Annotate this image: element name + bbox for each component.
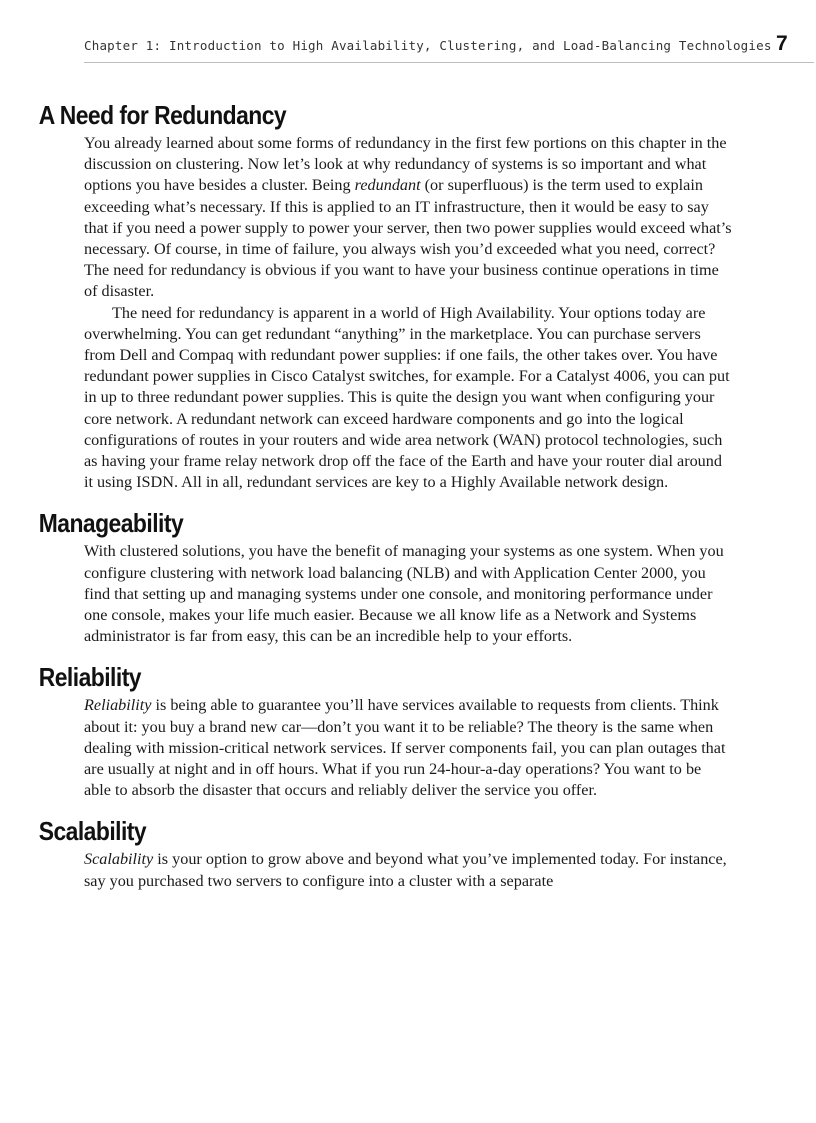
- italic-term: Reliability: [84, 696, 152, 715]
- paragraph: [0, 695, 732, 801]
- paragraph-text: You already learned about some forms of redundancy in the first few portions on this chapter in the discussion on clustering. Now let’s look at why redundancy of systems is so important and what options you have besides a cluster. Being: [84, 134, 727, 195]
- italic-term: redundant: [354, 176, 421, 195]
- section-heading: Reliability: [38, 662, 141, 693]
- paragraph-text: is your option to grow above and beyond what you’ve implemented today. For instance, say you purchased two servers to configure into a cluster with a separate: [84, 850, 727, 890]
- section-heading: Scalability: [38, 816, 147, 847]
- paragraph: With clustered solutions, you have the benefit of managing your systems as one system. When you configure clustering with network load balancing (NLB) and with Application Center 2000, you find that setting up and managing systems under one console, and monitoring performance under one console, makes your life much easier. Because we all know life as a Network and Systems administrator is far from easy, this can be an incredible help to your efforts.: [84, 542, 724, 646]
- paragraph: [0, 133, 732, 303]
- paragraph: The need for redundancy is apparent in a world of High Availability. Your options today are overwhelming. You can get redundant “anything” in the marketplace. You can purchase servers from Dell and Compaq with redundant power supplies: if one fails, the other takes over. You have redundant power supplies in Cisco Catalyst switches, for example. For a Catalyst 4006, you can put in up to three redundant power supplies. This is quite the design you want when configuring your core network. A redundant network can exceed hardware components and go into the logical configurations of routes in your routers and wide area network (WAN) protocol technologies, such as having your frame relay network drop off the face of the Earth and have your router dial around it using ISDN. All in all, redundant services are key to a Highly Available network design.: [84, 303, 730, 492]
- italic-term: Scalability: [84, 850, 154, 869]
- paragraph: [0, 849, 732, 891]
- paragraph-text: (or superfluous) is the term used to explain exceeding what’s necessary. If this is applied to an IT infrastructure, then it would be easy to say that if you need a power supply to power your server, then two power supplies would exceed what’s necessary. Of course, in time of failure, you always wish you’d exceeded what you need, correct? The need for redundancy is obvious if you want to have your business continue operations in time of disaster.: [84, 176, 732, 301]
- section-heading: A Need for Redundancy: [38, 100, 287, 130]
- section-heading: Manageability: [38, 508, 184, 539]
- section-manageability: [0, 505, 816, 647]
- page-number: 7: [776, 32, 788, 55]
- section-scalability: [0, 813, 816, 891]
- page-body: [0, 97, 816, 904]
- section-reliability: [0, 659, 816, 801]
- header-rule: [84, 62, 814, 63]
- running-header: Chapter 1: Introduction to High Availability, Clustering, and Load-Balancing Technologies: [84, 38, 772, 53]
- section-redundancy: [0, 97, 816, 493]
- paragraph-text: is being able to guarantee you’ll have services available to requests from clients. Think about it: you buy a brand new car—don’t you want it to be reliable? The theory is the same when dealing with mission-critical network services. If server components fail, you can plan outages that are usually at night and in off hours. What if you run 24-hour-a-day operations? You want to be able to absorb the disaster that occurs and reliably deliver the service you offer.: [84, 696, 726, 800]
